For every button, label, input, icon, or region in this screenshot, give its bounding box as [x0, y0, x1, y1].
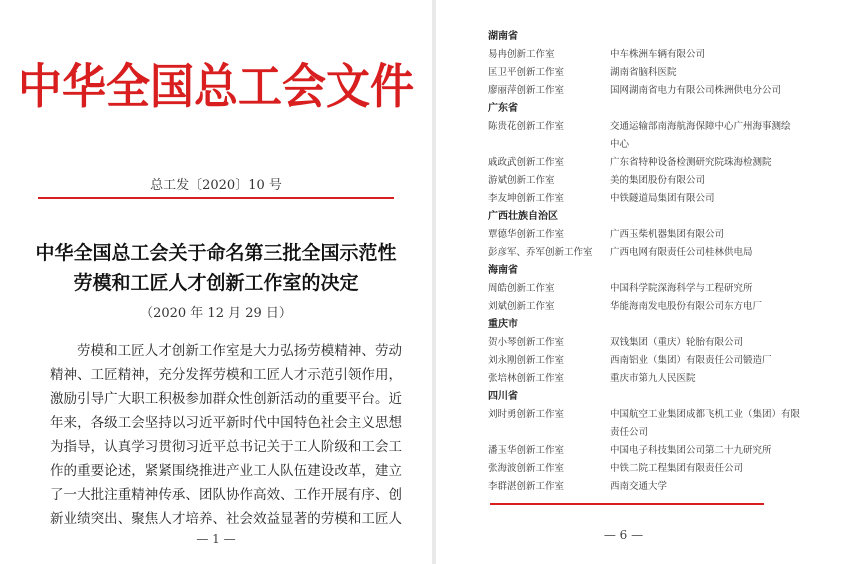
province-heading: 重庆市 — [488, 319, 518, 330]
studio-row — [488, 478, 838, 496]
studio-name: 贺小琴创新工作室 — [488, 337, 565, 348]
province-heading: 广东省 — [488, 103, 518, 114]
organization-line: 西南铝业（集团）有限责任公司锻造厂 — [610, 355, 772, 366]
studio-name: 匡卫平创新工作室 — [488, 67, 565, 78]
organization-line: 责任公司 — [610, 427, 649, 438]
document-masthead: 中华全国总工会文件 — [18, 59, 414, 115]
red-divider — [38, 197, 394, 199]
studio-list — [488, 28, 838, 496]
studio-row — [488, 190, 838, 208]
body-line: 为指导，认真学习贯彻习近平总书记关于工人阶级和工会工 — [50, 439, 402, 455]
body-line: 精神、工匠精神，充分发挥劳模和工匠人才示范引领作用， — [50, 367, 402, 383]
studio-organization — [610, 172, 820, 190]
studio-row — [488, 442, 838, 460]
studio-row — [488, 460, 838, 478]
organization-line: 中铁二院工程集团有限责任公司 — [610, 463, 744, 474]
studio-name: 李友坤创新工作室 — [488, 193, 565, 204]
organization-line: 中国科学院深海科学与工程研究所 — [610, 283, 753, 294]
title-line-1: 中华全国总工会关于命名第三批全国示范性 — [35, 242, 397, 264]
organization-line: 中心 — [610, 139, 630, 150]
studio-name: 张培林创新工作室 — [488, 373, 565, 384]
document-date: （2020 年 12 月 29 日） — [140, 306, 292, 321]
studio-organization — [610, 46, 820, 64]
studio-name: 刘斌创新工作室 — [488, 301, 555, 312]
studio-name: 刘永刚创新工作室 — [488, 355, 565, 366]
studio-organization — [610, 82, 820, 100]
studio-organization — [610, 64, 820, 82]
studio-name: 刘时勇创新工作室 — [488, 409, 565, 420]
studio-name: 潘玉华创新工作室 — [488, 445, 565, 456]
studio-row — [488, 226, 838, 244]
organization-line: 双钱集团（重庆）轮胎有限公司 — [610, 337, 744, 348]
province-heading: 海南省 — [488, 265, 518, 276]
organization-line: 中国航空工业集团成都飞机工业（集团）有限 — [610, 409, 801, 420]
page-number: — 1 — — [196, 532, 236, 546]
organization-line: 中车株洲车辆有限公司 — [610, 49, 706, 60]
body-line: 年来，各级工会坚持以习近平新时代中国特色社会主义思想 — [50, 415, 402, 431]
organization-line: 中铁隧道局集团有限公司 — [610, 193, 715, 204]
studio-row — [488, 172, 838, 190]
body-line: 新业绩突出、聚焦人才培养、社会效益显著的劳模和工匠人 — [50, 511, 402, 527]
body-paragraph — [50, 339, 402, 531]
studio-organization — [610, 334, 820, 352]
studio-organization — [610, 478, 820, 496]
studio-row — [488, 64, 838, 82]
studio-organization — [610, 118, 820, 154]
studio-organization — [610, 190, 820, 208]
organization-line: 中国电子科技集团公司第二十九研究所 — [610, 445, 772, 456]
studio-row — [488, 352, 838, 370]
page-number: — 6 — — [603, 528, 644, 542]
studio-name: 张海波创新工作室 — [488, 463, 565, 474]
studio-name: 廖丽萍创新工作室 — [488, 85, 565, 96]
organization-line: 美的集团股份有限公司 — [610, 175, 706, 186]
studio-row — [488, 370, 838, 388]
red-divider — [490, 503, 764, 505]
organization-line: 交通运输部南海航海保障中心广州海事测绘 — [610, 121, 791, 132]
right-page — [436, 0, 867, 564]
document-number: 总工发〔2020〕10 号 — [150, 178, 282, 193]
studio-name: 游斌创新工作室 — [488, 175, 555, 186]
body-line: 作的重要论述，紧紧围绕推进产业工人队伍建设改革，建立 — [50, 463, 402, 479]
organization-line: 广西电网有限责任公司桂林供电局 — [610, 247, 753, 258]
studio-row — [488, 46, 838, 64]
left-page — [0, 0, 432, 564]
studio-organization — [610, 154, 820, 172]
body-line: 了一大批注重精神传承、团队协作高效、工作开展有序、创 — [50, 487, 402, 503]
province-heading: 四川省 — [488, 391, 518, 402]
studio-name: 陈贵花创新工作室 — [488, 121, 565, 132]
organization-line: 广东省特种设备检测研究院珠海检测院 — [610, 157, 772, 168]
studio-row — [488, 118, 838, 154]
studio-row — [488, 154, 838, 172]
organization-line: 国网湖南省电力有限公司株洲供电分公司 — [610, 85, 782, 96]
body-line: 激励引导广大职工积极参加群众性创新活动的重要平台。近 — [50, 391, 402, 407]
studio-name: 易冉创新工作室 — [488, 49, 555, 60]
studio-name: 李群湛创新工作室 — [488, 481, 565, 492]
studio-organization — [610, 406, 820, 442]
studio-organization — [610, 370, 820, 388]
studio-organization — [610, 226, 820, 244]
province-heading: 广西壮族自治区 — [488, 211, 558, 222]
organization-line: 西南交通大学 — [610, 481, 668, 492]
studio-name: 彭彦军、乔军创新工作室 — [488, 247, 593, 258]
organization-line: 湖南省脑科医院 — [610, 67, 677, 78]
studio-row — [488, 406, 838, 442]
studio-name: 覃德华创新工作室 — [488, 229, 565, 240]
studio-organization — [610, 280, 820, 298]
studio-row — [488, 280, 838, 298]
studio-organization — [610, 352, 820, 370]
studio-organization — [610, 298, 820, 316]
studio-name: 周皓创新工作室 — [488, 283, 555, 294]
studio-organization — [610, 442, 820, 460]
studio-row — [488, 244, 838, 262]
province-heading: 湖南省 — [488, 31, 518, 42]
studio-row — [488, 82, 838, 100]
studio-row — [488, 298, 838, 316]
studio-organization — [610, 244, 820, 262]
document-title — [0, 238, 432, 298]
studio-row — [488, 334, 838, 352]
studio-name: 戚政武创新工作室 — [488, 157, 565, 168]
body-line: 劳模和工匠人才创新工作室是大力弘扬劳模精神、劳动 — [77, 343, 402, 359]
organization-line: 华能海南发电股份有限公司东方电厂 — [610, 301, 763, 312]
organization-line: 重庆市第九人民医院 — [610, 373, 696, 384]
title-line-2: 劳模和工匠人才创新工作室的决定 — [73, 272, 359, 294]
studio-organization — [610, 460, 820, 478]
organization-line: 广西玉柴机器集团有限公司 — [610, 229, 725, 240]
